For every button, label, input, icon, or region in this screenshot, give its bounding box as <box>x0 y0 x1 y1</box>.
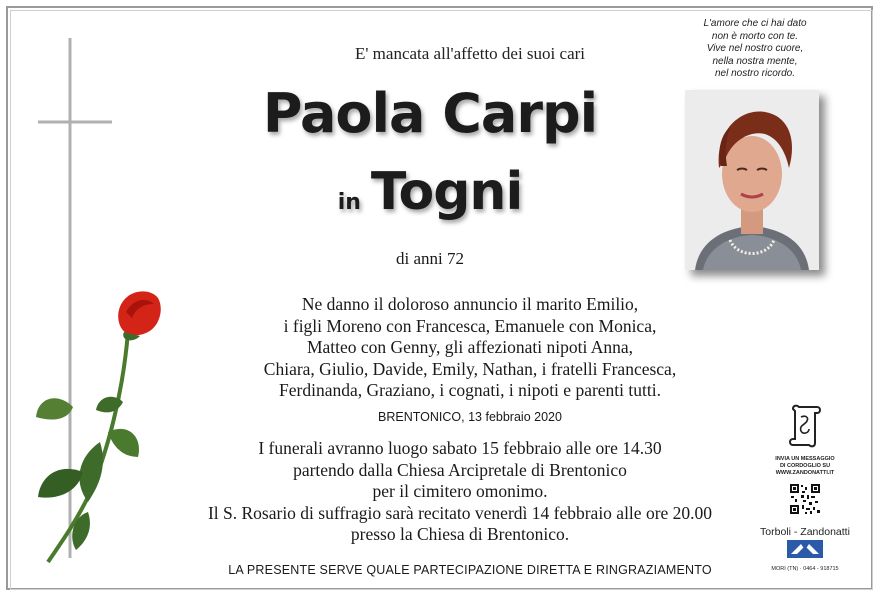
announcement-line: Ferdinanda, Graziano, i cognati, i nipoti e parenti tutti. <box>279 380 661 400</box>
announcement-heading: E' mancata all'affetto dei suoi cari <box>354 44 585 63</box>
message-line: INVIA UN MESSAGGIO <box>775 456 835 462</box>
quote-line: non è morto con te. <box>711 30 799 42</box>
funeral-line: partendo dalla Chiesa Arcipretale di Brentonico <box>293 459 627 480</box>
deceased-name: Paola Carpi <box>262 82 598 145</box>
funeral-line: Il S. Rosario di suffragio sarà recitato venerdì 14 febbraio alle ore 20.00 <box>207 502 713 523</box>
quote-line: L'amore che ci hai dato <box>703 18 807 29</box>
quote-line: nella nostra mente, <box>712 55 798 67</box>
rose-icon <box>28 282 178 567</box>
message-line: DI CORDOGLIO SU <box>779 463 831 469</box>
footer-notice: LA PRESENTE SERVE QUALE PARTECIPAZIONE DIRETTA E RINGRAZIAMENTO <box>228 563 712 577</box>
quote-line: nel nostro ricordo. <box>714 68 796 79</box>
quote-line: Vive nel nostro cuore, <box>706 43 804 54</box>
announcement-line: Matteo con Genny, gli affezionati nipoti Anna, <box>306 337 634 357</box>
message-line: WWW.ZANDONATTI.IT <box>775 470 835 476</box>
married-name-line <box>150 162 710 222</box>
funeral-line: presso la Chiesa di Brentonico. <box>350 524 570 544</box>
place-date: BRENTONICO, 13 febbraio 2020 <box>378 410 562 424</box>
funeral-details <box>160 438 760 546</box>
married-surname: Togni <box>370 162 523 222</box>
funeral-line: I funerali avranno luogo sabato 15 febbraio alle ore 14.30 <box>258 438 662 458</box>
scroll-icon <box>785 403 825 449</box>
announcement-text <box>200 294 740 402</box>
announcement-line: Chiara, Giulio, Davide, Emily, Nathan, i fratelli Francesca, <box>263 358 677 379</box>
condolence-message[interactable] <box>760 456 850 477</box>
age-text: di anni 72 <box>396 249 464 268</box>
married-prefix: in <box>337 190 361 215</box>
funeral-line: per il cimitero omonimo. <box>372 481 548 501</box>
company-name: Torboli - Zandonatti <box>760 526 850 538</box>
announcement-line: Ne danno il doloroso annuncio il marito Emilio, <box>301 294 639 314</box>
announcement-line: i figli Moreno con Francesca, Emanuele con Monica, <box>283 315 657 336</box>
company-phone: MORI (TN) · 0464 - 918715 <box>771 566 839 572</box>
zandonatti-logo-icon <box>787 540 823 558</box>
memorial-quote <box>690 18 820 81</box>
funeral-home-branding <box>760 403 850 572</box>
qr-code-icon[interactable] <box>789 483 821 515</box>
deceased-portrait <box>685 90 819 270</box>
